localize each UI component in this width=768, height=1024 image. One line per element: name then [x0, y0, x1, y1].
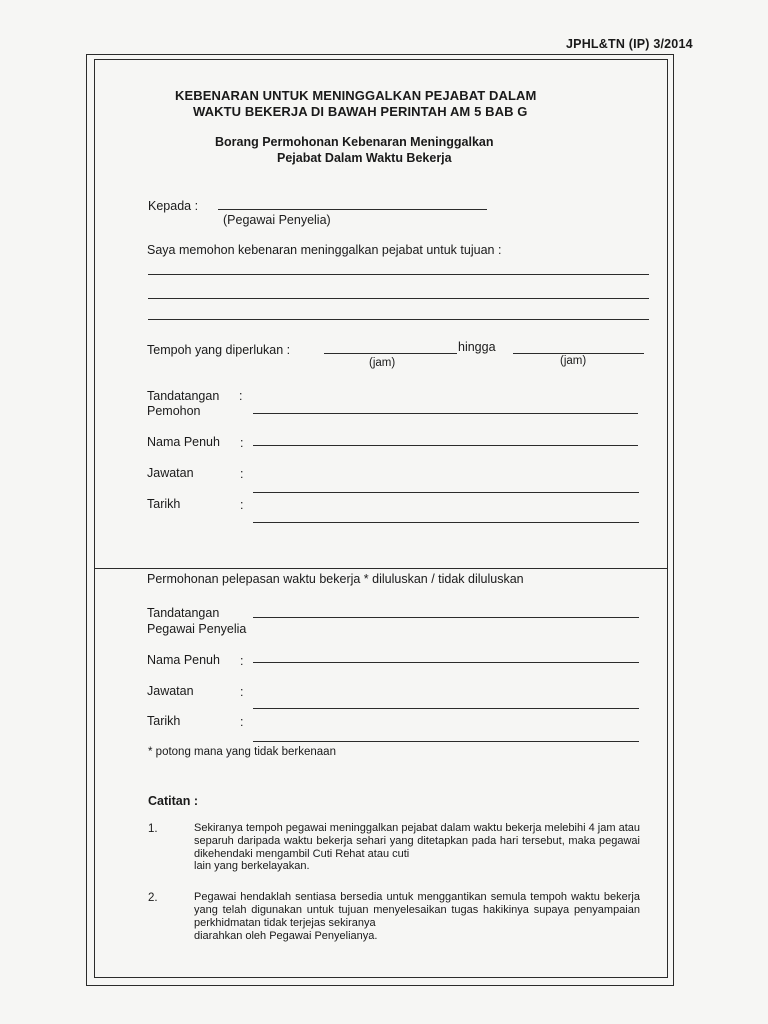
- footnote: * potong mana yang tidak berkenaan: [148, 746, 336, 758]
- nama-penyelia-colon: :: [240, 654, 244, 668]
- nama-pemohon-colon: :: [240, 436, 244, 450]
- note-2-text: Pegawai hendaklah sentiasa bersedia untuk menggantikan semula tempoh waktu bekerja yang telah digunakan untuk tujuan menyelesaikan tugas hakikinya supaya penyampaian perkhidmatan tidak terjejas sekiranya: [194, 891, 640, 929]
- tandatangan-pemohon-label-1: Tandatangan: [147, 389, 220, 403]
- kepada-field[interactable]: [218, 209, 487, 210]
- note-1-text: Sekiranya tempoh pegawai meninggalkan pejabat dalam waktu bekerja melebihi 4 jam atau separuh daripada waktu bekerja sehari yang ditetapkan pada hari tersebut, maka pegawai dikehendaki mengambil Cuti Rehat atau cuti: [194, 822, 640, 860]
- tarikh-pemohon-label: Tarikh: [147, 497, 181, 511]
- nama-penyelia-label: Nama Penuh: [147, 653, 220, 667]
- form-reference-code: JPHL&TN (IP) 3/2014: [566, 37, 693, 51]
- tarikh-pemohon-field[interactable]: [253, 522, 639, 523]
- tempoh-from-field[interactable]: [324, 353, 457, 354]
- purpose-label: Saya memohon kebenaran meninggalkan pejabat untuk tujuan :: [147, 243, 502, 257]
- note-2-last-line: diarahkan oleh Pegawai Penyelianya.: [194, 930, 378, 942]
- tarikh-penyelia-field[interactable]: [253, 741, 639, 742]
- purpose-field-line-1[interactable]: [148, 274, 649, 275]
- tandatangan-penyelia-label-1: Tandatangan: [147, 606, 220, 620]
- purpose-field-line-3[interactable]: [148, 319, 649, 320]
- kepada-caption: (Pegawai Penyelia): [223, 213, 331, 227]
- jawatan-pemohon-label: Jawatan: [147, 466, 194, 480]
- jam-from-caption: (jam): [369, 357, 396, 369]
- hingga-label: hingga: [458, 340, 496, 354]
- note-1-number: 1.: [148, 823, 158, 835]
- jam-to-caption: (jam): [560, 355, 587, 367]
- nama-pemohon-label: Nama Penuh: [147, 435, 220, 449]
- jawatan-pemohon-colon: :: [240, 467, 244, 481]
- kepada-label: Kepada :: [148, 199, 199, 213]
- form-subtitle-line-1: Borang Permohonan Kebenaran Meninggalkan: [215, 135, 494, 149]
- approval-statement: Permohonan pelepasan waktu bekerja * diluluskan / tidak diluluskan: [147, 572, 524, 586]
- jawatan-pemohon-field[interactable]: [253, 492, 639, 493]
- jawatan-penyelia-label: Jawatan: [147, 684, 194, 698]
- form-subtitle-line-2: Pejabat Dalam Waktu Bekerja: [277, 151, 452, 165]
- form-title-line-2: WAKTU BEKERJA DI BAWAH PERINTAH AM 5 BAB G: [193, 104, 528, 119]
- nama-penyelia-field[interactable]: [253, 662, 639, 663]
- form-title-line-1: KEBENARAN UNTUK MENINGGALKAN PEJABAT DALAM: [175, 88, 537, 103]
- section-divider: [94, 568, 668, 569]
- tandatangan-pemohon-colon: :: [239, 389, 243, 403]
- tempoh-label: Tempoh yang diperlukan :: [147, 343, 291, 357]
- tarikh-penyelia-colon: :: [240, 715, 244, 729]
- note-1-last-line: lain yang berkelayakan.: [194, 860, 310, 872]
- nama-pemohon-field[interactable]: [253, 445, 638, 446]
- tandatangan-pemohon-field[interactable]: [253, 413, 638, 414]
- tandatangan-penyelia-label-2: Pegawai Penyelia: [147, 622, 247, 636]
- tempoh-to-field[interactable]: [513, 353, 644, 354]
- jawatan-penyelia-field[interactable]: [253, 708, 639, 709]
- jawatan-penyelia-colon: :: [240, 685, 244, 699]
- tandatangan-penyelia-field[interactable]: [253, 617, 639, 618]
- tandatangan-pemohon-label-2: Pemohon: [147, 404, 201, 418]
- tarikh-penyelia-label: Tarikh: [147, 714, 181, 728]
- notes-heading: Catitan :: [148, 794, 198, 808]
- tarikh-pemohon-colon: :: [240, 498, 244, 512]
- purpose-field-line-2[interactable]: [148, 298, 649, 299]
- note-2-number: 2.: [148, 892, 158, 904]
